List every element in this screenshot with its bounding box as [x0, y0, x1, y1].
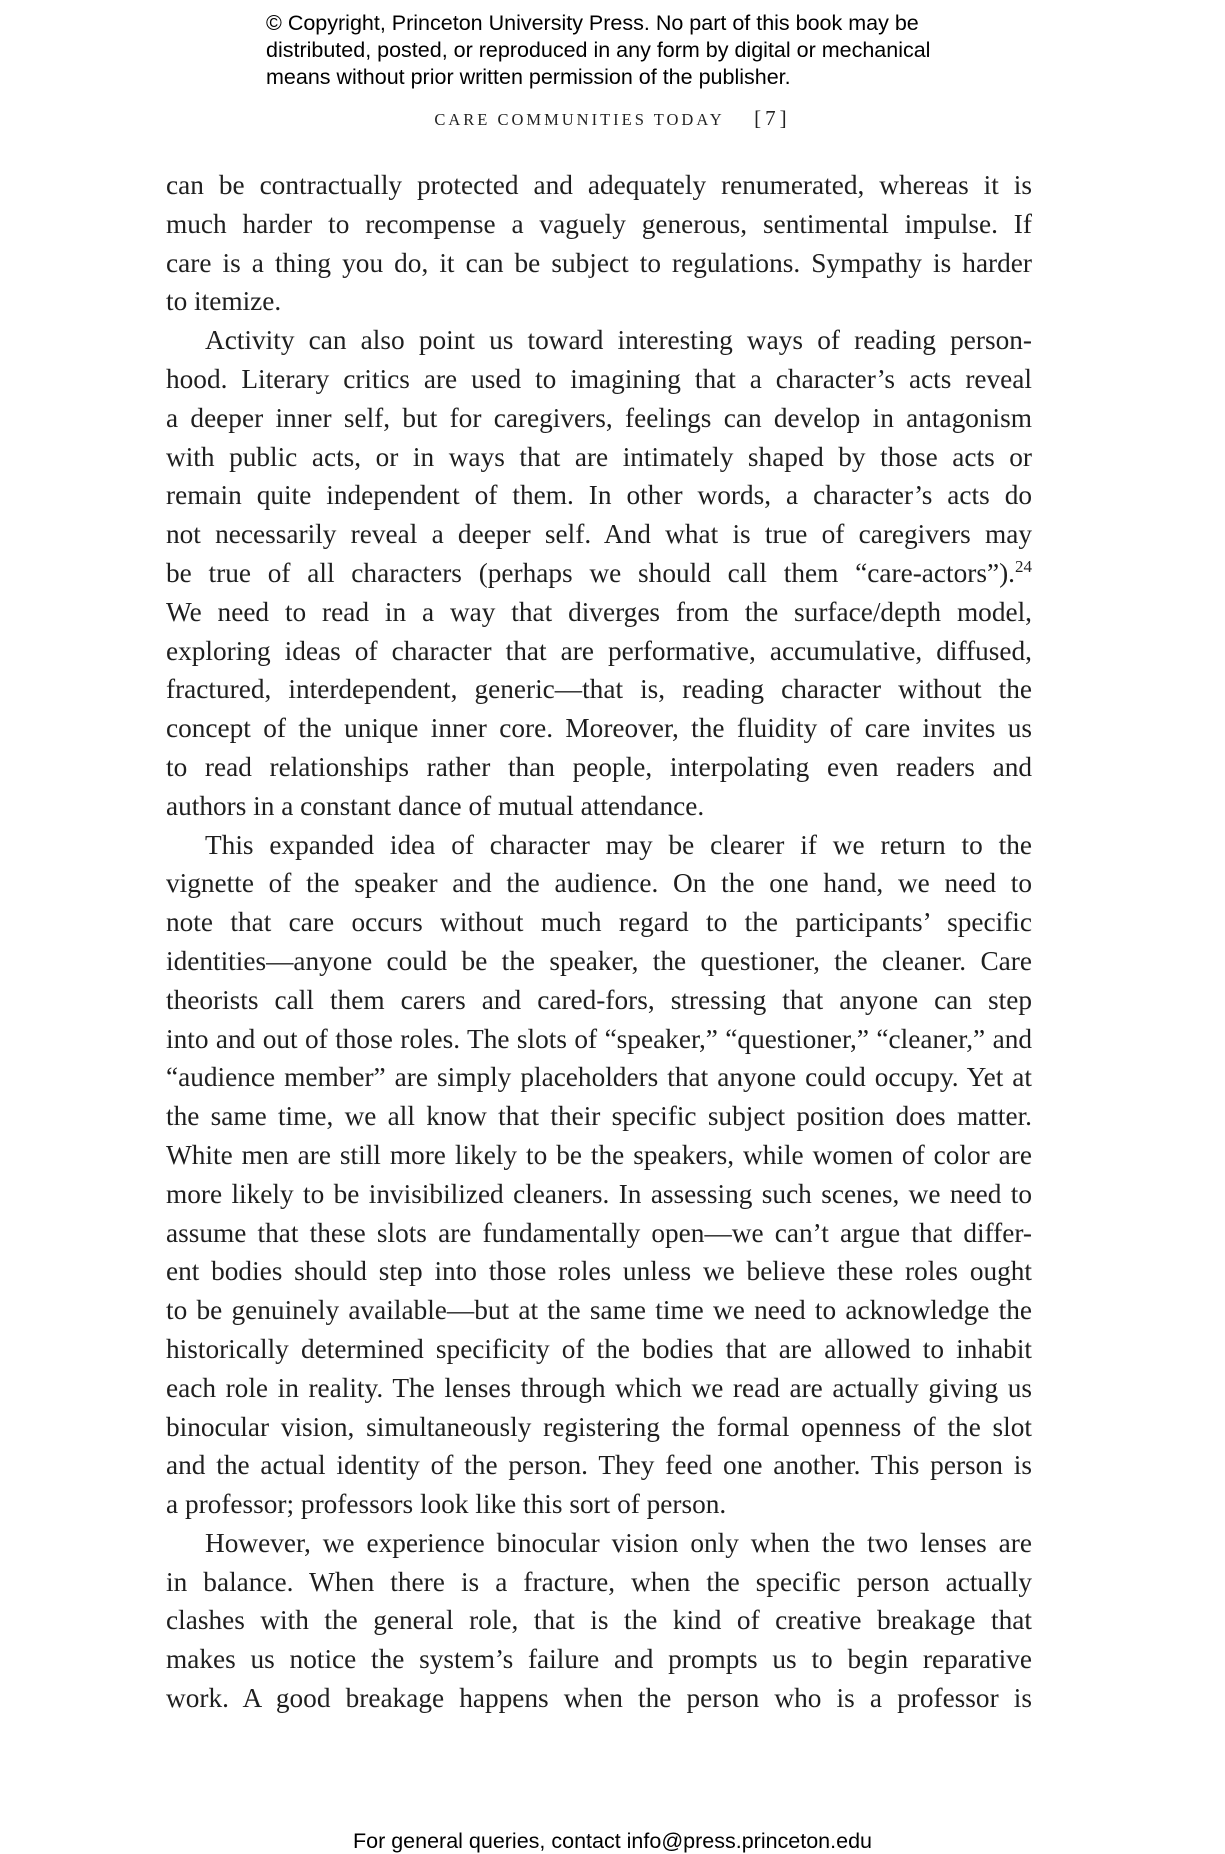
text-line: White men are still more likely to be the speakers, while women of color are: [166, 1139, 1032, 1170]
text-line-content: be true of all characters (perhaps we should call them “care-actors”).: [166, 557, 1015, 588]
text-line: binocular vision, simultaneously registering the formal openness of the slot: [166, 1411, 1032, 1442]
text-line: makes us notice the system’s failure and prompts us to begin reparative: [166, 1644, 1032, 1675]
text-line: clashes with the general role, that is the kind of creative breakage that: [166, 1605, 1032, 1636]
text-line: to read relationships rather than people, interpolating even readers and: [166, 751, 1032, 782]
text-line: exploring ideas of character that are performative, accumulative, diffused,: [166, 635, 1032, 666]
copyright-notice: [266, 10, 986, 91]
text-line: fractured, interdependent, generic—that is, reading character without the: [166, 674, 1032, 705]
text-line: into and out of those roles. The slots of “speaker,” “questioner,” “cleaner,” and: [166, 1023, 1032, 1054]
text-line: We need to read in a way that diverges from the surface/depth model,: [166, 596, 1032, 627]
text-line: hood. Literary critics are used to imagining that a character’s acts reveal: [166, 363, 1032, 394]
text-line: to be genuinely available—but at the same time we need to acknowledge the: [166, 1295, 1032, 1326]
text-line: Activity can also point us toward interesting ways of reading person-: [205, 325, 1032, 356]
text-line: not necessarily reveal a deeper self. And what is true of caregivers may: [166, 519, 1032, 550]
text-line: theorists call them carers and cared-fors, stressing that anyone can step: [166, 984, 1032, 1015]
text-line: with public acts, or in ways that are intimately shaped by those acts or: [166, 441, 1032, 472]
text-line: can be contractually protected and adequately renumerated, whereas it is: [166, 170, 1032, 200]
page-number: [7]: [754, 106, 791, 130]
running-head: [0, 106, 1225, 131]
text-line: care is a thing you do, it can be subject to regulations. Sympathy is harder: [166, 247, 1032, 278]
text-line: note that care occurs without much regard to the participants’ specific: [166, 907, 1032, 938]
text-line: in balance. When there is a fracture, when the specific person actually: [166, 1566, 1032, 1597]
text-line-with-footnote: [166, 554, 1032, 593]
text-line: assume that these slots are fundamentally open—we can’t argue that differ-: [166, 1217, 1032, 1248]
text-line: identities—anyone could be the speaker, the questioner, the cleaner. Care: [166, 945, 1032, 976]
footer-contact: For general queries, contact info@press.princeton.edu: [352, 1829, 872, 1853]
text-line: historically determined specificity of the bodies that are allowed to inhabit: [166, 1333, 1032, 1364]
text-line: This expanded idea of character may be clearer if we return to the: [205, 829, 1032, 860]
text-line: concept of the unique inner core. Moreover, the fluidity of care invites us: [166, 713, 1032, 744]
copyright-line: distributed, posted, or reproduced in any form by digital or mechanical: [266, 38, 931, 62]
body-text: [166, 166, 1032, 1718]
text-line: remain quite independent of them. In other words, a character’s acts do: [166, 480, 1032, 511]
text-line: However, we experience binocular vision only when the two lenses are: [205, 1527, 1032, 1558]
text-line: authors in a constant dance of mutual attendance.: [166, 790, 705, 821]
text-line: “audience member” are simply placeholders that anyone could occupy. Yet at: [166, 1062, 1032, 1093]
text-line: to itemize.: [166, 286, 282, 317]
copyright-line: means without prior written permission of the publisher.: [266, 65, 791, 89]
text-line: ent bodies should step into those roles unless we believe these roles ought: [166, 1256, 1032, 1287]
footnote-marker: 24: [1015, 556, 1032, 576]
text-line: the same time, we all know that their specific subject position does matter.: [166, 1101, 1032, 1132]
running-head-title: CARE COMMUNITIES TODAY: [434, 110, 725, 129]
text-line: and the actual identity of the person. They feed one another. This person is: [166, 1450, 1032, 1481]
text-line: a deeper inner self, but for caregivers, feelings can develop in antagonism: [166, 402, 1032, 433]
text-line: each role in reality. The lenses through which we read are actually giving us: [166, 1372, 1032, 1403]
text-line: work. A good breakage happens when the person who is a professor is: [166, 1683, 1032, 1714]
copyright-line: © Copyright, Princeton University Press. No part of this book may be: [266, 11, 919, 35]
text-line: more likely to be invisibilized cleaners. In assessing such scenes, we need to: [166, 1178, 1032, 1209]
text-line: a professor; professors look like this sort of person.: [166, 1489, 727, 1520]
text-line: vignette of the speaker and the audience. On the one hand, we need to: [166, 868, 1032, 899]
text-line: much harder to recompense a vaguely generous, sentimental impulse. If: [166, 208, 1032, 239]
